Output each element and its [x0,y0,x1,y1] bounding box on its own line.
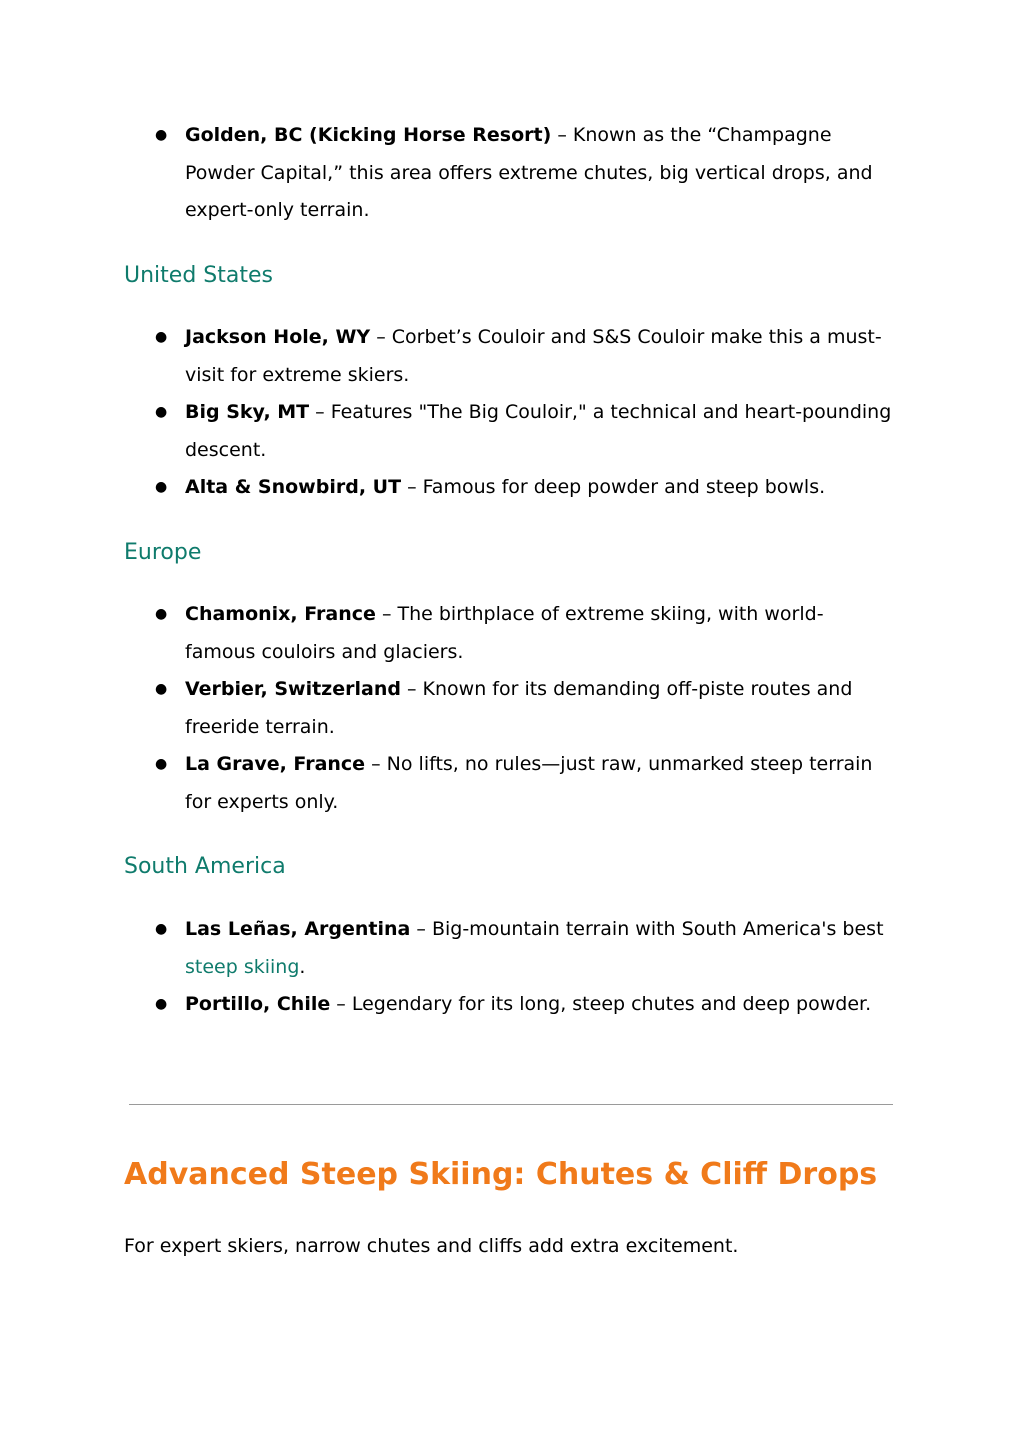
intro-paragraph: For expert skiers, narrow chutes and cliffs add extra excitement. [124,1235,739,1257]
resort-name: La Grave, France [185,753,366,776]
list-item [152,911,892,986]
list-item [152,117,892,230]
resort-name: Alta & Snowbird, UT [185,476,402,499]
region-heading-south-america: South America [124,854,286,879]
resort-name: Golden, BC (Kicking Horse Resort) [185,124,552,146]
sentence-end: . [299,955,306,978]
resort-description: – Known for its demanding off-piste routes and freeride terrain. [185,678,853,738]
bullet-icon: ● [155,921,168,937]
list-item [152,746,892,821]
list-item [152,469,892,507]
horizontal-divider [129,1104,893,1105]
resort-description: – No lifts, no rules—just raw, unmarked steep terrain for experts only. [185,753,873,813]
bullet-icon: ● [155,756,168,773]
bullet-icon: ● [155,127,168,143]
section-heading-advanced-steep-skiing: Advanced Steep Skiing: Chutes & Cliff Drops [124,1157,878,1192]
europe-resort-list [152,596,892,822]
resort-description: – Known as the “Champagne Powder Capital,” this area offers extreme chutes, big vertical drops, and expert-only terrain. [185,124,873,222]
region-heading-united-states: United States [124,263,273,288]
bullet-icon: ● [155,404,168,421]
list-item [152,394,892,469]
resort-description: – Big-mountain terrain with South America's best [410,918,884,940]
bullet-icon: ● [155,606,168,622]
united-states-resort-list [152,319,892,507]
list-item [152,671,892,746]
resort-description: – The birthplace of extreme skiing, with world-famous couloirs and glaciers. [185,603,824,663]
resort-description: – Legendary for its long, steep chutes and deep powder. [330,993,872,1016]
region-heading-europe: Europe [124,540,202,565]
resort-name: Big Sky, MT [185,401,310,424]
resort-description: – Corbet’s Couloir and S&S Couloir make this a must-visit for extreme skiers. [185,326,882,386]
resort-description: – Famous for deep powder and steep bowls. [401,476,826,499]
list-item [152,319,892,394]
resort-name: Verbier, Switzerland [185,678,401,701]
steep-skiing-link[interactable]: steep skiing [185,955,300,978]
resort-name: Jackson Hole, WY [185,326,371,348]
list-item [152,596,892,671]
resort-description: – Features "The Big Couloir," a technical and heart-pounding descent. [185,401,892,461]
bullet-icon: ● [155,479,168,496]
resort-name: Portillo, Chile [185,993,331,1016]
bullet-icon: ● [155,329,168,345]
bullet-icon: ● [155,996,168,1013]
resort-name: Las Leñas, Argentina [185,918,411,940]
resort-name: Chamonix, France [185,603,376,625]
bullet-icon: ● [155,681,168,698]
list-item [152,986,892,1024]
canada-resort-list [152,117,892,230]
south-america-resort-list [152,911,892,1024]
